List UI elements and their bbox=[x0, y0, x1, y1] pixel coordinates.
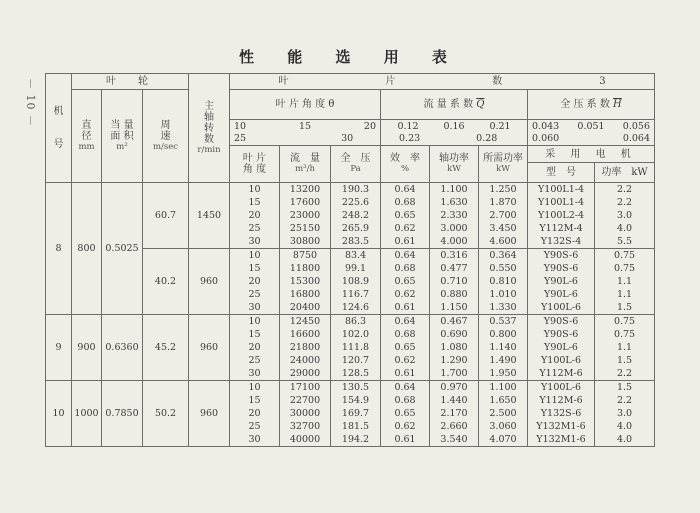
shaft-power-column: 0.316 0.477 0.710 0.880 1.150 bbox=[430, 249, 479, 315]
motor-power-column: 0.75 0.75 1.1 1.1 1.5 bbox=[595, 249, 655, 315]
required-power-column: 0.537 0.800 1.140 1.490 1.950 bbox=[479, 315, 528, 381]
motor-power-column: 2.2 2.2 3.0 4.0 5.5 bbox=[595, 183, 655, 249]
shaft-speed-cell: 960 bbox=[189, 249, 230, 315]
pressure-coef-values: 0.043 0.051 0.056 0.060 0.064 bbox=[528, 120, 655, 146]
header-flow-coef: 流 量 系 数 $\overline{Q}$ bbox=[381, 90, 528, 120]
shaft-speed-cell: 960 bbox=[189, 381, 230, 447]
shaft-speed-cell: 960 bbox=[189, 315, 230, 381]
header-pressure-coef: 全 压 系 数 $\overline{H}$ bbox=[528, 90, 655, 120]
shaft-power-column: 1.100 1.630 2.330 3.000 4.000 bbox=[430, 183, 479, 249]
efficiency-column: 0.64 0.68 0.65 0.62 0.61 bbox=[381, 381, 430, 447]
col-motor: 采 用 电 机 bbox=[528, 146, 655, 163]
efficiency-column: 0.64 0.68 0.65 0.62 0.61 bbox=[381, 183, 430, 249]
shaft-speed-cell: 1450 bbox=[189, 183, 230, 249]
col-pressure: 全 压 Pa bbox=[331, 146, 381, 183]
page-title: 性 能 选 用 表 bbox=[239, 48, 461, 66]
tip-speed-cell: 60.7 bbox=[143, 183, 189, 249]
diameter-cell: 800 bbox=[72, 183, 102, 315]
blade-angle-column: 10 15 20 25 30 bbox=[230, 249, 280, 315]
motor-power-column: 0.75 0.75 1.1 1.5 2.2 bbox=[595, 315, 655, 381]
flow-column: 8750 11800 15300 16800 20400 bbox=[280, 249, 331, 315]
motor-model-column: Y90S-6 Y90S-6 Y90L-6 Y90L-6 Y100L-6 bbox=[528, 249, 595, 315]
equiv-area-cell: 0.7850 bbox=[102, 381, 143, 447]
blade-angle-column: 10 15 20 25 30 bbox=[230, 315, 280, 381]
diameter-cell: 1000 bbox=[72, 381, 102, 447]
col-motor-model: 型 号 bbox=[528, 163, 595, 183]
diameter-cell: 900 bbox=[72, 315, 102, 381]
machine-no-cell: 9 bbox=[46, 315, 72, 381]
required-power-column: 1.100 1.650 2.500 3.060 4.070 bbox=[479, 381, 528, 447]
shaft-power-column: 0.970 1.440 2.170 2.660 3.540 bbox=[430, 381, 479, 447]
flow-column: 13200 17600 23000 25150 30800 bbox=[280, 183, 331, 249]
col-motor-power: 功率 kW bbox=[595, 163, 655, 183]
header-diameter: 直 径 mm bbox=[72, 90, 102, 183]
machine-no-cell: 10 bbox=[46, 381, 72, 447]
header-blade-count: 叶 片 数 3 bbox=[230, 74, 655, 90]
header-shaft-speed: 主 轴 转 数 r/min bbox=[189, 74, 230, 183]
flow-column: 12450 16600 21800 24000 29000 bbox=[280, 315, 331, 381]
motor-power-column: 1.5 2.2 3.0 4.0 4.0 bbox=[595, 381, 655, 447]
blade-angle-column: 10 15 20 25 30 bbox=[230, 381, 280, 447]
tip-speed-cell: 50.2 bbox=[143, 381, 189, 447]
header-tip-speed: 周 速 m/sec bbox=[143, 90, 189, 183]
required-power-column: 1.250 1.870 2.700 3.450 4.600 bbox=[479, 183, 528, 249]
header-impeller: 叶 轮 bbox=[72, 74, 189, 90]
pressure-column: 83.4 99.1 108.9 116.7 124.6 bbox=[331, 249, 381, 315]
pressure-column: 86.3 102.0 111.8 120.7 128.5 bbox=[331, 315, 381, 381]
efficiency-column: 0.64 0.68 0.65 0.62 0.61 bbox=[381, 249, 430, 315]
col-efficiency: 效 率 % bbox=[381, 146, 430, 183]
blade-angle-values: 10 15 20 25 30 bbox=[230, 120, 381, 146]
header-blade-angle: 叶 片 角 度 θ bbox=[230, 90, 381, 120]
motor-model-column: Y100L1-4 Y100L1-4 Y100L2-4 Y112M-4 Y132S-4 bbox=[528, 183, 595, 249]
machine-no-cell: 8 bbox=[46, 183, 72, 315]
efficiency-column: 0.64 0.68 0.65 0.62 0.61 bbox=[381, 315, 430, 381]
required-power-column: 0.364 0.550 0.810 1.010 1.330 bbox=[479, 249, 528, 315]
tip-speed-cell: 45.2 bbox=[143, 315, 189, 381]
col-required-power: 所需功率 kW bbox=[479, 146, 528, 183]
equiv-area-cell: 0.5025 bbox=[102, 183, 143, 315]
flow-column: 17100 22700 30000 32700 40000 bbox=[280, 381, 331, 447]
motor-model-column: Y100L-6 Y112M-6 Y132S-6 Y132M1-6 Y132M1-6 bbox=[528, 381, 595, 447]
page-number: － 10 － bbox=[24, 78, 37, 127]
header-machine-no: 机 号 bbox=[46, 74, 72, 183]
motor-model-column: Y90S-6 Y90S-6 Y90L-6 Y100L-6 Y112M-6 bbox=[528, 315, 595, 381]
blade-count-value: 3 bbox=[599, 76, 606, 87]
col-blade-angle: 叶 片 角 度 bbox=[230, 146, 280, 183]
blade-angle-column: 10 15 20 25 30 bbox=[230, 183, 280, 249]
tip-speed-cell: 40.2 bbox=[143, 249, 189, 315]
pressure-column: 130.5 154.9 169.7 181.5 194.2 bbox=[331, 381, 381, 447]
flow-coef-values: 0.12 0.16 0.21 0.23 0.28 bbox=[381, 120, 528, 146]
header-equiv-area: 当 量 面 积 m² bbox=[102, 90, 143, 183]
performance-table bbox=[45, 73, 655, 447]
equiv-area-cell: 0.6360 bbox=[102, 315, 143, 381]
col-flow: 流 量 m³/h bbox=[280, 146, 331, 183]
shaft-power-column: 0.467 0.690 1.080 1.290 1.700 bbox=[430, 315, 479, 381]
pressure-column: 190.3 225.6 248.2 265.9 283.5 bbox=[331, 183, 381, 249]
col-shaft-power: 轴功率 kW bbox=[430, 146, 479, 183]
